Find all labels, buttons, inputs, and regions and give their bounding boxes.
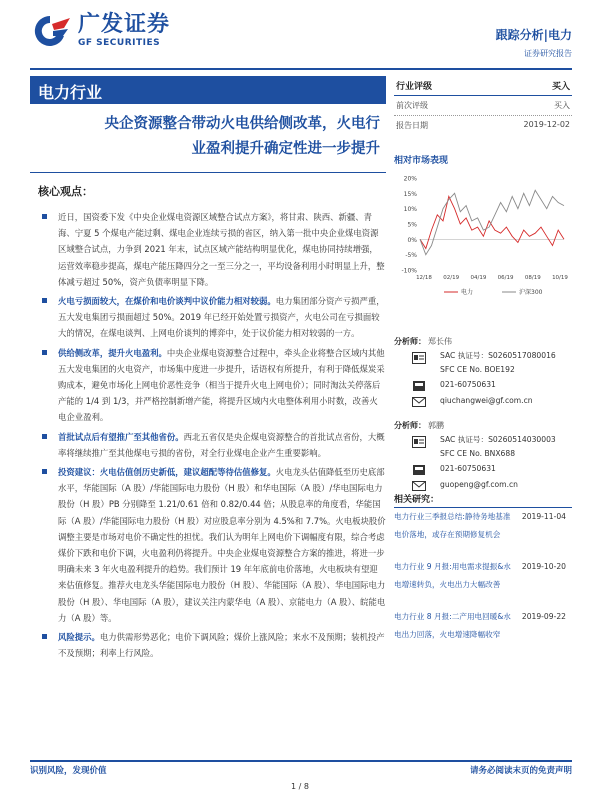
headline-line-1: 央企资源整合带动火电供给侧改革，火电行 <box>104 116 380 132</box>
headline-line-2: 业盈利提升确定性进一步提升 <box>191 141 380 157</box>
analyst-name: 郑长伟 <box>428 337 452 346</box>
analyst-name: 郭鹏 <box>428 421 444 430</box>
analyst-label: 分析师： <box>394 421 426 430</box>
legend-label: 电力 <box>461 289 474 296</box>
page-header <box>0 0 600 70</box>
x-tick-label: 04/19 <box>470 275 487 281</box>
related-report-item[interactable] <box>394 508 572 544</box>
prev-rating-row <box>394 96 572 116</box>
related-report-date: 2019-09-22 <box>521 612 566 621</box>
list-item: 供给侧改革，提升火电盈利。中央企业煤电资源整合过程中，牵头企业将整合区域内其他五大发电集团的火电资产，市场集中度进一步提升，话语权有所提升，有利于降低煤炭采购成本，避免市场化上网电价恶性竞争（相当于提升火电上网电价）；同时淘汰关停落后产能的 1/4 到 1/3，并严格控制新增产能，将提升区域内火电整体利用小时数，改善火电企业盈利。 <box>30 345 386 426</box>
prev-rating-label: 前次评级 <box>396 101 428 110</box>
list-item: 火电亏损面较大，在煤价和电价谈判中议价能力相对较弱。电力集团部分资产亏损严重，五大发电集团亏损面超过 50%。2019 年已经开始处置亏损资产，火电公司在亏损面较大的情况，在煤电谈判、上网电价谈判的博弈中，处于议价能力相对较弱的一方。 <box>30 293 386 342</box>
id-card-icon <box>412 436 426 448</box>
related-report-title[interactable]: 电力行业三季报总结:静待务地基准电价落地，或存在预期修复机会 <box>394 512 511 539</box>
series-line-0 <box>420 196 564 248</box>
industry-title: 电力行业 <box>30 76 386 104</box>
email-icon <box>412 480 426 492</box>
list-item: 首批试点后有望推广至其他省份。西北五省仅是央企煤电资源整合的首批试点省份，大概率将继续推广至其他煤电亏损的省份，对全行业煤电企业产生重要影响。 <box>30 429 386 461</box>
related-report-item[interactable] <box>394 558 572 594</box>
logo-text-cn: 广发证券 <box>78 12 171 37</box>
relative-performance-chart <box>394 172 572 300</box>
email-icon <box>412 396 426 408</box>
y-tick-label: 10% <box>403 206 417 214</box>
report-series: 跟踪分析|电力 <box>495 28 572 42</box>
related-research-title: 相关研究： <box>394 492 572 508</box>
rating-value: 买入 <box>551 82 570 92</box>
sidebar <box>394 76 572 300</box>
x-tick-label: 10/19 <box>552 275 568 281</box>
series-line-1 <box>420 190 564 254</box>
legend-label: 沪深300 <box>519 289 543 296</box>
chart-svg <box>394 172 572 300</box>
prev-rating-value: 买入 <box>554 101 570 110</box>
related-report-date: 2019-10-20 <box>521 562 566 571</box>
phone-icon <box>412 380 426 392</box>
report-date-label: 报告日期 <box>396 121 428 130</box>
rating-header <box>394 76 572 96</box>
related-report-item[interactable] <box>394 608 572 644</box>
id-card-icon <box>412 352 426 364</box>
report-headline <box>30 112 386 162</box>
analyst-sac: SAC 执证号：S0260514030003 <box>440 435 556 444</box>
company-logo <box>30 14 170 48</box>
footer-divider <box>30 760 572 762</box>
y-tick-label: 15% <box>403 190 417 198</box>
analyst-phone: 021-60750631 <box>440 464 496 473</box>
x-tick-label: 08/19 <box>524 275 541 281</box>
list-item: 近日，国资委下发《中央企业煤电资源区域整合试点方案》，将甘肃、陕西、新疆、青海、宁夏 5 个煤电产能过剩、煤电企业连续亏损的省区，纳入第一批中央企业煤电资源区域整合试点，力争到 2021 年末，试点区域产能结构明显优化，煤电协同持续增强，运营效率稳步提高，煤电产能压降四分之一至三分之一，平均设备利用小时明显上升，整体减亏超过 50%，资产负债率明显下降。 <box>30 209 386 290</box>
footer-disclaimer: 请务必阅读末页的免责声明 <box>469 766 572 776</box>
report-date-row <box>394 116 572 135</box>
analyst-sac: SAC 执证号：S0260517080016 <box>440 351 556 360</box>
related-report-title[interactable]: 电力行业 8 月报:二产用电回暖&水电出力回落，火电增速降幅收窄 <box>394 612 511 639</box>
analyst-sfc: SFC CE No. BNX688 <box>440 449 516 458</box>
rating-label: 行业评级 <box>396 82 433 92</box>
footer-slogan: 识别风险，发现价值 <box>30 766 107 776</box>
analyst-card <box>394 336 572 416</box>
x-tick-label: 12/18 <box>416 275 432 281</box>
list-item: 风险提示。电力供需形势恶化；电价下调风险；煤价上涨风险；来水不及预期；装机投产不及预期；利率上行风险。 <box>30 629 386 661</box>
phone-icon <box>412 464 426 476</box>
report-type: 证券研究报告 <box>524 49 572 58</box>
market-performance-title: 相对市场表现 <box>394 156 449 166</box>
y-tick-label: 20% <box>403 175 417 183</box>
y-tick-label: 0% <box>407 236 417 244</box>
page-number: 1 / 8 <box>291 782 309 791</box>
report-date-value: 2019-12-02 <box>523 120 570 129</box>
headline-divider <box>30 172 386 173</box>
related-report-date: 2019-11-04 <box>521 512 566 521</box>
x-tick-label: 02/19 <box>443 275 460 281</box>
core-points-title: 核心观点： <box>38 185 93 198</box>
y-tick-label: 5% <box>407 221 417 229</box>
header-divider <box>30 68 572 70</box>
y-tick-label: -10% <box>401 267 417 275</box>
analyst-label: 分析师： <box>394 337 426 346</box>
y-tick-label: -5% <box>405 252 417 260</box>
main-column <box>30 76 386 664</box>
x-tick-label: 06/19 <box>497 275 514 281</box>
list-item: 投资建议：火电估值创历史新低，建议超配等待估值修复。火电龙头估值降低至历史底部水平，华能国际（A 股）/华能国际电力股份（H 股）和华电国际（A 股）/华电国际电力股份（H 股）PB 分别降至 1.21/0.61 倍和 0.82/0.44 倍；从股息率的角度看，华能国际（A 股）/华能国际电力股份（H 股）对应股息率分别为 4.5%和 7.7%。火电板块股价调整主要是市场对电价不确定性的担忧。我们认为明年上网电价下调幅度有限，综合考虑煤价下跌和电价下调，火电盈利仍将提升。中央企业煤电资源整合方案的推进，将进一步明确未来 3 年火电盈利提升的趋势。我们预计 19 年年底前电价落地，火电板块有望迎来估值修复。推荐火电龙头华能国际电力股份（H 股）、华能国际（A 股）、华电国际电力股份（H 股）、华电国际（A 股），建议关注内蒙华电（A 股）、京能电力（A 股）、皖能电力（A 股）等。 <box>30 464 386 626</box>
related-report-title[interactable]: 电力行业 9 月报:用电需求提振&水电增速转负，火电出力大幅改善 <box>394 562 511 589</box>
analyst-card <box>394 420 572 500</box>
gf-logo-icon <box>30 14 72 48</box>
analyst-phone: 021-60750631 <box>440 380 496 389</box>
logo-text-en: GF SECURITIES <box>78 38 161 48</box>
core-points-list <box>30 209 386 661</box>
analyst-email: guopeng@gf.com.cn <box>440 480 518 489</box>
analyst-email: qiuchangwei@gf.com.cn <box>440 396 533 405</box>
analyst-sfc: SFC CE No. BOE192 <box>440 365 515 374</box>
